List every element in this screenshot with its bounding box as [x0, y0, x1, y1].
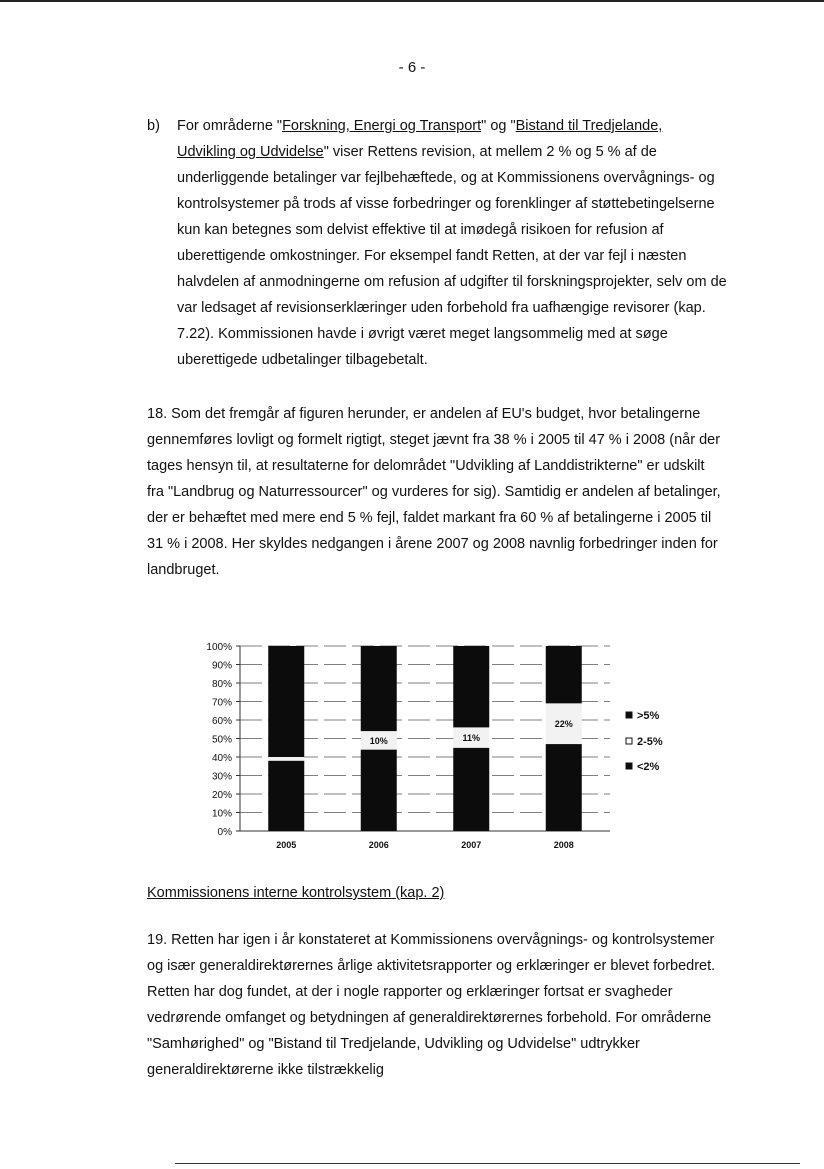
bar-segment	[268, 761, 304, 831]
bar-segment	[546, 646, 582, 703]
paragraph-19: 19. Retten har igen i år konstateret at Kommissionens overvågnings- og kontrolsystemer og især generaldirektørernes årlige aktivitetsrapporter og erklæringer er blevet forbedret. Retten har dog fundet, at der i nogle rapporter og erklæringer fortsat er svagheder vedrørende omfanget og betydningen af generaldirektørernes forbehold. For områderne "Samhørighed" og "Bistand til Tredjelande, Udvikling og Udvidelse" udtrykker generaldirektørerne ikke tilstrækkelig	[147, 932, 716, 1078]
paragraph-b-text-rest: " viser Rettens revision, at mellem 2 % og 5 % af de underliggende betalinger var fejlbehæftede, og at Kommissionens overvågnings- og kontrolsystemer på trods af visse forbedringer og forenklinger af støttebetingelserne kun kan betegnes som delvist effektive til at imødegå risikoen for refusion af uberettigende omkostninger. For eksempel fandt Retten, at der var fejl i næsten halvdelen af anmodningerne om refusion af udgifter til forskningsprojekter, selv om de var ledsaget af revisionserklæringer uden forbehold fra uafhængige revisorer (kap. 7.22). Kommissionen havde i øvrigt været meget langsommelig med at søge uberettigede udbetalinger tilbagebetalt.	[177, 144, 727, 368]
bar-segment	[361, 646, 397, 731]
legend-label: >5%	[637, 710, 660, 722]
page-number: - 6 -	[398, 59, 426, 76]
legend-label: <2%	[637, 761, 660, 773]
y-tick-label: 90%	[211, 660, 232, 672]
legend-label: 2-5%	[637, 736, 663, 748]
bar-segment	[361, 750, 397, 831]
legend-swatch	[626, 712, 632, 718]
x-tick-label: 2005	[276, 840, 297, 850]
y-tick-label: 40%	[211, 753, 232, 764]
y-tick-label: 30%	[211, 771, 232, 783]
item-label: b)	[147, 118, 160, 134]
y-tick-label: 0%	[217, 827, 232, 838]
bar-segment	[453, 646, 489, 727]
bar-segment	[546, 744, 582, 831]
segment-label: 10%	[369, 735, 388, 746]
y-tick-label: 10%	[211, 808, 232, 820]
area-name-research: Forskning, Energi og Transport	[282, 118, 482, 134]
legend-swatch	[626, 763, 632, 769]
top-rule	[0, 0, 824, 2]
paragraph-b-text-pre: For områderne "	[177, 118, 283, 134]
paragraph-b-body	[177, 113, 729, 373]
y-tick-label: 50%	[211, 734, 232, 746]
segment-label: 11%	[462, 733, 481, 744]
paragraph-b-first-line	[177, 113, 729, 139]
segment-label: 22%	[554, 719, 573, 730]
area-name-aid-part2: Udvikling og Udvidelse	[177, 144, 324, 160]
stacked-bar-chart	[190, 636, 710, 856]
section-heading: Kommissionens interne kontrolsystem (kap. 2)	[147, 885, 445, 901]
y-tick-label: 100%	[206, 642, 232, 653]
y-tick-label: 60%	[211, 716, 232, 727]
y-tick-label: 80%	[211, 679, 232, 690]
bottom-rule	[175, 1163, 800, 1164]
x-tick-label: 2008	[553, 840, 574, 850]
legend-swatch	[626, 738, 632, 744]
paragraph-18: 18. Som det fremgår af figuren herunder, er andelen af EU's budget, hvor betalingerne gennemføres lovligt og formelt rigtigt, steget jævnt fra 38 % i 2005 til 47 % i 2008 (når der tages hensyn til, at resultaterne for delområdet "Udvikling af Landdistrikterne" er udskilt fra "Landbrug og Naturressourcer" og vurderes for sig). Samtidig er andelen af betalinger, der er behæftet med mere end 5 % fejl, faldet markant fra 60 % af betalingerne i 2005 til 31 % i 2008. Her skyldes nedgangen i årene 2007 og 2008 navnlig forbedringer inden for landbruget.	[147, 406, 721, 578]
paragraph-b-text-mid: " og "	[481, 118, 516, 134]
bar-segment	[268, 646, 304, 757]
bar-segment	[453, 748, 489, 831]
x-tick-label: 2006	[368, 840, 389, 850]
y-tick-label: 20%	[211, 790, 232, 801]
x-tick-label: 2007	[461, 840, 482, 850]
area-name-aid-part1: Bistand til Tredjelande,	[515, 118, 663, 134]
bar-segment	[268, 757, 304, 761]
y-tick-label: 70%	[211, 697, 232, 709]
chart-svg	[190, 636, 710, 856]
